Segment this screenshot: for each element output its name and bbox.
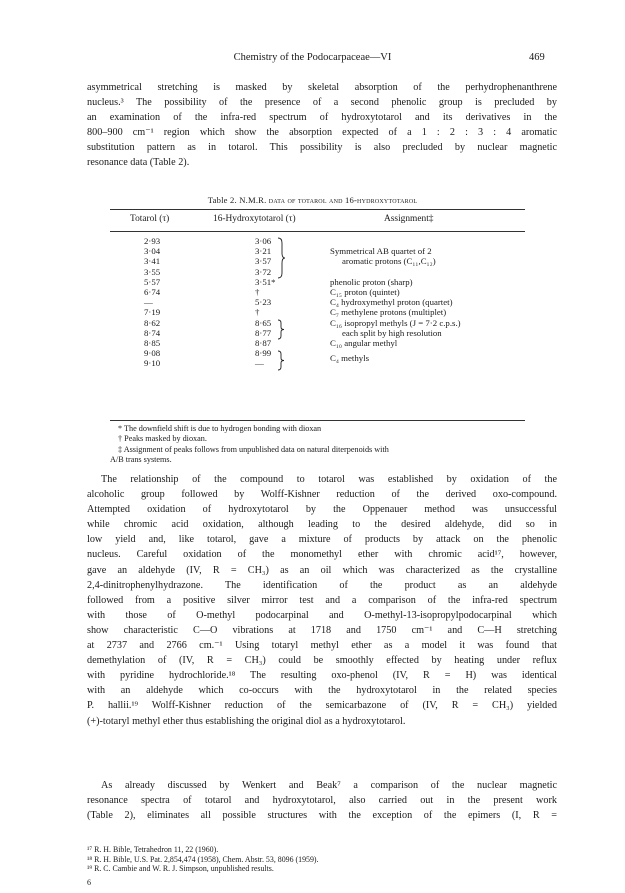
table-cell: C₄ hydroxymethyl proton (quartet) — [330, 297, 453, 308]
text-line: 800–900 cm⁻¹ region which show the absorption expected of a 1 : 2 : 3 : 4 aromatic — [87, 127, 557, 139]
table-header-hydroxytotarol: 16-Hydroxytotarol (τ) — [213, 214, 296, 224]
table-column-hydroxytotarol — [255, 236, 276, 368]
table-cell: 8·99 — [255, 348, 272, 359]
text-line: show characteristic C—O vibrations at 1718 and 1750 cm⁻¹ and C—H stretching — [87, 624, 557, 636]
signature-mark: 6 — [87, 878, 91, 887]
footnote: ¹⁷ R. H. Bible, Tetrahedron 11, 22 (1960). — [87, 845, 219, 854]
table-cell: 8·62 — [144, 317, 161, 328]
table-cell: 8·77 — [255, 327, 272, 338]
text-line: nucleus.³ The possibility of the presence of a second phenolic group is precluded by — [87, 97, 557, 109]
table-column-totarol — [144, 236, 160, 368]
table-cell: — — [144, 297, 153, 308]
text-line: followed from a positive silver mirror test and a comparison of the infra-red spectrum — [87, 594, 557, 606]
table-caption — [0, 195, 625, 205]
table-cell: 3·41 — [144, 256, 161, 267]
table-cell: C₁₀ angular methyl — [330, 337, 398, 348]
paragraph-relationship — [87, 472, 557, 729]
text-line: resonance data (Table 2). — [87, 157, 190, 169]
table-cell: 8·87 — [255, 337, 272, 348]
text-line: (Table 2), eliminates all possible structures with the exception of the epimers (I, R = — [87, 810, 557, 822]
table-notes — [110, 424, 530, 465]
text-line: The relationship of the compound to totarol was established by oxidation of the — [101, 474, 557, 485]
text-line: at 2737 and 2766 cm.⁻¹ Using totaryl methyl ether as a model it was found that — [87, 640, 557, 652]
footnote: ¹⁹ R. C. Cambie and W. R. J. Simpson, unpublished results. — [87, 864, 274, 874]
text-line: (+)-totaryl methyl ether thus establishing the original diol as a hydroxytotarol. — [87, 715, 406, 727]
table-caption-label: Table 2. — [207, 195, 237, 205]
running-title: Chemistry of the Podocarpaceae—VI — [233, 52, 392, 63]
table-cell: C₇ methylene protons (multiplet) — [330, 307, 447, 318]
table-header-assignment: Assignment‡ — [384, 214, 434, 224]
table-cell — [330, 267, 461, 277]
text-line: P. hallii.¹⁹ Wolff-Kishner reduction of the semicarbazone of (IV, R = CH₃) yielded — [87, 700, 557, 712]
table-cell: 8·85 — [144, 337, 161, 348]
table-cell: each split by high resolution — [342, 327, 442, 338]
text-line: while chromic acid oxidation, although leading to the desired aldehyde, did so in — [87, 519, 557, 531]
table-cell: 7·19 — [144, 307, 161, 318]
table-cell: 3·51* — [255, 276, 276, 287]
table-cell: 5·57 — [144, 276, 161, 287]
table-cell: 2·93 — [144, 236, 161, 246]
table-cell: — — [255, 358, 264, 369]
text-line: asymmetrical stretching is masked by skeletal absorption of the perhydrophenanthrene — [87, 82, 557, 93]
table-header-rule — [110, 231, 525, 232]
table-cell — [330, 236, 461, 246]
table-caption-text: N.M.R. data of totarol and 16-hydroxytotarol — [239, 195, 418, 205]
text-line: demethylation of (IV, R = CH₃) could be smoothly effected by heating under reflux — [87, 655, 557, 667]
footnotes — [87, 845, 557, 874]
table-note: A/B trans systems. — [110, 454, 172, 464]
text-line: Attempted oxidation of hydroxytotarol by the Oppenauer method was unsuccessful — [87, 504, 557, 516]
text-line: with pyridine hydrochloride.¹⁸ The resulting oxo-phenol (IV, R = H) was identical — [87, 670, 557, 682]
table-cell: Symmetrical AB quartet of 2 — [330, 246, 432, 257]
table-cell: 6·74 — [144, 286, 161, 297]
table-cell: 3·57 — [255, 256, 272, 267]
text-line: As already discussed by Wenkert and Beak⁷ a comparison of the nuclear magnetic — [101, 780, 557, 791]
footnote: ¹⁸ R. H. Bible, U.S. Pat. 2,854,474 (1958), Chem. Abstr. 53, 8096 (1959). — [87, 854, 319, 864]
table-cell: † — [255, 286, 260, 297]
table-cell: † — [255, 307, 260, 318]
brace-isopropyl — [277, 319, 285, 340]
table-cell: 8·65 — [255, 317, 272, 328]
paragraph-comparison — [87, 778, 557, 823]
table-cell: aromatic protons (C₁₁,C₁₂) — [342, 256, 436, 267]
text-line: with an aldehyde which co-occurs with the hydroxytotarol in the related species — [87, 685, 557, 697]
table-cell: 9·08 — [144, 348, 161, 359]
table-cell: C₄ methyls — [330, 353, 369, 364]
table-cell: 3·06 — [255, 236, 272, 246]
table-cell: 3·72 — [255, 266, 272, 277]
text-line: substitution pattern as in totarol. This possibility is also precluded by nuclear magnetic — [87, 142, 557, 154]
text-line: gave an aldehyde (IV, R = CH₃) as an oil which was characterized as the crystalline — [87, 564, 557, 576]
text-line: resonance spectra of totarol and hydroxytotarol, also carried out in the present work — [87, 795, 557, 807]
table-note: † Peaks masked by dioxan. — [118, 434, 207, 444]
table-column-assignment — [330, 236, 461, 368]
brace-methyls — [277, 350, 285, 371]
table-cell: C₁₆ isopropyl methyls (J = 7·2 c.p.s.) — [330, 317, 461, 328]
table-header-totarol: Totarol (τ) — [130, 214, 170, 224]
brace-aromatic — [277, 237, 285, 279]
table-note: ‡ Assignment of peaks follows from unpublished data on natural diterpenoids with — [118, 444, 389, 454]
paragraph-intro — [87, 80, 557, 171]
text-line: nucleus. Careful oxidation of the monomethyl ether with chromic acid¹⁷, however, — [87, 549, 557, 561]
text-line: alcoholic group followed by Wolff-Kishner reduction of the derived oxo-compound. — [87, 489, 557, 501]
table-cell: 3·21 — [255, 246, 272, 257]
page-number: 469 — [529, 52, 545, 63]
table-cell: 3·04 — [144, 246, 161, 257]
table-bottom-rule — [110, 420, 525, 421]
table-top-rule — [110, 209, 525, 210]
table-cell: 9·10 — [144, 358, 161, 369]
table-cell: phenolic proton (sharp) — [330, 276, 413, 287]
text-line: with those of O-methyl podocarpinal and O-methyl-13-isopropylpodocarpinal which — [87, 609, 557, 621]
table-cell: C₁₅ proton (quintet) — [330, 286, 400, 297]
table-cell: 8·74 — [144, 327, 161, 338]
text-line: 2,4-dinitrophenylhydrazone. The identification of the product as an aldehyde — [87, 579, 557, 591]
table-cell: 3·55 — [144, 266, 161, 277]
table-note: * The downfield shift is due to hydrogen bonding with dioxan — [118, 424, 322, 433]
text-line: an examination of the infra-red spectrum of hydroxytotarol and its derivatives in the — [87, 112, 557, 124]
table-cell: 5·23 — [255, 297, 272, 308]
text-line: low yield and, like totarol, gave a mixture of products by attack on the phenolic — [87, 534, 557, 546]
